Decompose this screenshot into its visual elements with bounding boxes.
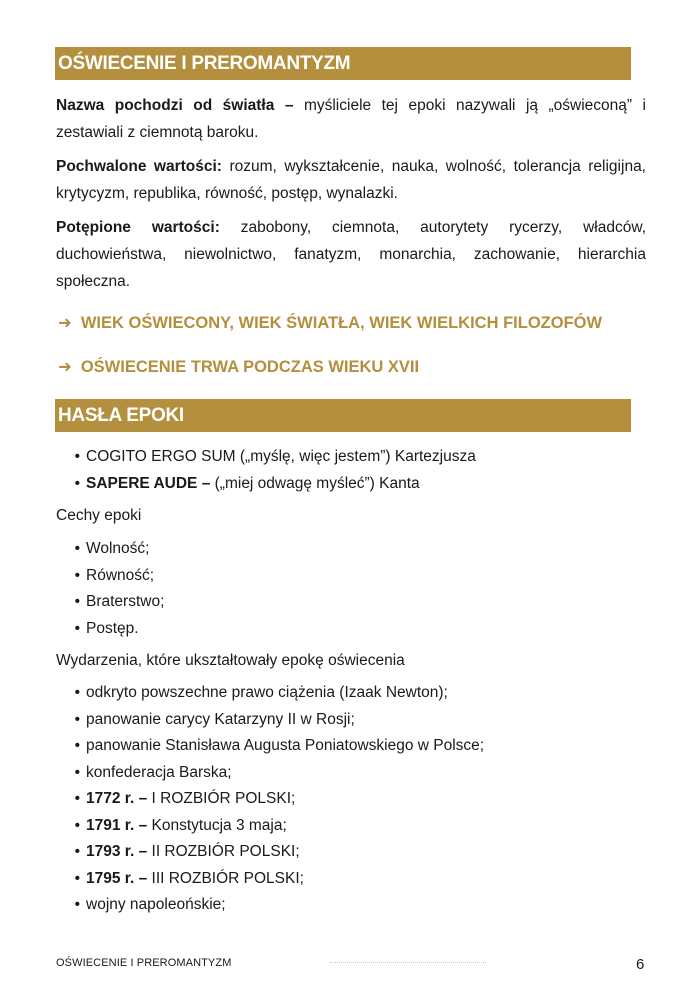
list-item [56, 536, 164, 563]
bullet-icon [56, 760, 86, 787]
bullet-icon [56, 786, 86, 813]
arrow-right-icon: ➜ [58, 358, 72, 376]
features-list [56, 536, 164, 642]
event-year: 1793 r. – [86, 843, 148, 860]
bullet-icon [56, 866, 86, 893]
motto-cogito: COGITO ERGO SUM („myślę, więc jestem”) Kartezjusza [86, 448, 476, 465]
condemned-values-text: zabobony, ciemnota, autorytety rycerzy, władców, duchowieństwa, niewolnictwo, fanatyzm, monarchia, zachowanie, hierarchia społeczna. [56, 219, 646, 290]
highlight-duration [58, 356, 419, 378]
footer-title: OŚWIECENIE I PREROMANTYZM [56, 957, 232, 969]
motto-sapere-lead: SAPERE AUDE – [86, 474, 211, 492]
section-title-mottos: HASŁA EPOKI [55, 399, 631, 432]
bullet-icon [56, 616, 86, 643]
mottos-list [56, 444, 476, 497]
event-item: odkryto powszechne prawo ciążenia (Izaak Newton); [86, 684, 448, 701]
event-year: 1772 r. – [86, 790, 148, 807]
paragraph-praised-values [56, 153, 646, 207]
features-heading: Cechy epoki [56, 507, 142, 524]
feature-item: Równość; [86, 566, 155, 584]
event-item: I ROZBIÓR POLSKI; [147, 790, 296, 807]
feature-item: Braterstwo; [86, 593, 165, 610]
feature-item: Wolność; [86, 540, 150, 557]
event-item: wojny napoleońskie; [86, 896, 226, 913]
list-item [56, 707, 484, 734]
highlight-duration-text: OŚWIECENIE TRWA PODCZAS WIEKU XVII [80, 358, 420, 376]
list-item [56, 813, 484, 840]
list-item [56, 786, 484, 813]
highlight-age-names-text: WIEK OŚWIECONY, WIEK ŚWIATŁA, WIEK WIELKICH FILOZOFÓW [80, 314, 603, 332]
bullet-icon [56, 707, 86, 734]
bullet-icon [56, 471, 86, 498]
list-item [56, 616, 164, 643]
event-year: 1795 r. – [86, 869, 148, 887]
bullet-icon [56, 680, 86, 707]
bullet-icon [56, 444, 86, 471]
paragraph-condemned-values [56, 214, 646, 295]
bullet-icon [56, 892, 86, 919]
praised-values-text: rozum, wykształcenie, nauka, wolność, tolerancja religijna, krytycyzm, republika, równość, postęp, wynalazki. [56, 158, 646, 202]
list-item [56, 839, 484, 866]
name-origin-text: myśliciele tej epoki nazywali ją „oświeconą” i zestawiali z ciemnotą baroku. [56, 97, 646, 141]
praised-values-lead: Pochwalone wartości: [56, 158, 222, 175]
bullet-icon [56, 813, 86, 840]
bullet-icon [56, 563, 86, 590]
motto-sapere-text: („miej odwagę myśleć”) Kanta [210, 474, 420, 492]
name-origin-lead: Nazwa pochodzi od światła – [56, 97, 294, 114]
event-item: panowanie Stanisława Augusta Poniatowskiego w Polsce; [86, 737, 485, 754]
bullet-icon [56, 536, 86, 563]
condemned-values-lead: Potępione wartości: [56, 219, 220, 236]
event-item: Konstytucja 3 maja; [147, 816, 287, 834]
section-title-enlightenment: OŚWIECENIE I PREROMANTYZM [55, 47, 631, 80]
event-item: panowanie carycy Katarzyny II w Rosji; [86, 710, 355, 728]
events-heading: Wydarzenia, które ukształtowały epokę oświecenia [56, 652, 405, 669]
feature-item: Postęp. [86, 619, 139, 637]
list-item [56, 444, 476, 471]
list-item [56, 892, 484, 919]
list-item [56, 680, 484, 707]
bullet-icon [56, 733, 86, 760]
list-item [56, 563, 164, 590]
list-item [56, 471, 476, 498]
list-item [56, 866, 484, 893]
event-item: III ROZBIÓR POLSKI; [147, 869, 304, 887]
page-number: 6 [636, 956, 645, 973]
event-item: konfederacja Barska; [86, 763, 232, 781]
list-item [56, 733, 484, 760]
list-item [56, 589, 164, 616]
event-year: 1791 r. – [86, 816, 148, 834]
list-item [56, 760, 484, 787]
event-item: II ROZBIÓR POLSKI; [147, 843, 300, 860]
bullet-icon [56, 839, 86, 866]
bullet-icon [56, 589, 86, 616]
highlight-age-names [58, 312, 602, 334]
events-list [56, 680, 484, 919]
footer-divider [330, 962, 486, 963]
paragraph-name-origin [56, 92, 646, 146]
arrow-right-icon: ➜ [58, 314, 72, 332]
